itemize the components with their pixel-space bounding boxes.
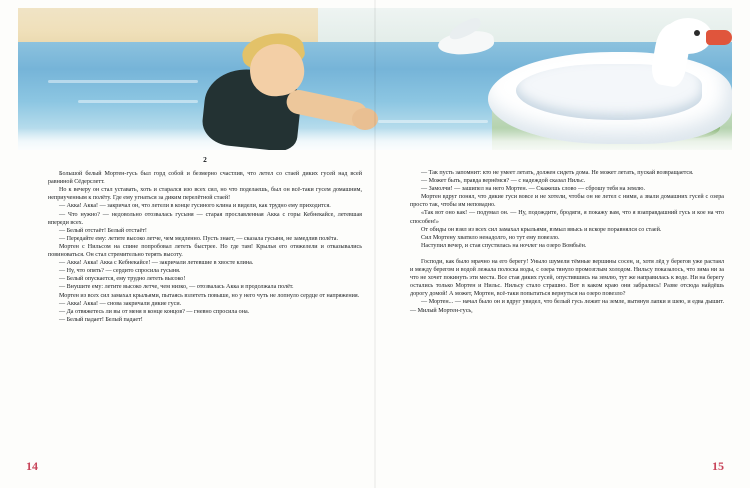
paragraph: — Замолчи! — зашипел на него Мортен. — Скажешь слово — сброшу тебя на землю. <box>421 186 646 193</box>
paragraph: Большой белый Мортен-гусь был горд собой и безмерно счастлив, что летел со стаей диких гусей над всей равниной Сёдерслетт. <box>48 171 362 186</box>
left-page-text <box>48 156 362 324</box>
chapter-number: 2 <box>203 155 207 164</box>
paragraph: — Акка! Акка! — закричал он, что летели в конце гусиного клина и видели, как трудно ему приходится. <box>59 203 331 210</box>
paragraph: Мортен из всех сил замахал крыльями, пытаясь взлететь повыше, но у него чуть не лопнуло сердце от напряжения. <box>59 292 360 299</box>
page-number-left: 14 <box>26 459 38 473</box>
paragraph: От обиды он взял из всех сил замахал крыльями, взмыл ввысь и вскоре поравнялся со стаей. <box>421 226 662 233</box>
paragraph: Сил Мортену хватило ненадолго, но тут ему повезло. <box>421 234 560 241</box>
paragraph: — Передайте ему: летите высоко летче, чем медленно. Пусть знает, — сказала гусыня, не замедлив полёта. <box>59 235 338 242</box>
paragraph: — Да отвяжетесь ли вы от меня в конце концов? — гневно спросила она. <box>59 308 250 315</box>
paragraph: — Так пусть запомнит: кто не умеет летать, должен сидеть дома. Не может летать, пускай возвращается. <box>421 170 694 176</box>
paragraph: Наступил вечер, и стая спустилась на ночлег на озеро Вомбьён. <box>421 242 587 249</box>
text-columns <box>0 156 750 442</box>
paragraph: Мортен вдруг понял, что дикие гуси вовсе и не хотели, чтобы он не летел с ними, а звали домашних гусей с озера просто так, чтобы им неповадно. <box>410 194 724 209</box>
paragraph: — Белый отстаёт! Белый отстаёт! <box>59 227 147 234</box>
paragraph: — Может быть, правда вернёмся? — с надеждой сказал Нильс. <box>421 178 586 185</box>
page-number-right: 15 <box>712 459 724 473</box>
paragraph: — Мортен... — начал было он и вдруг увидел, что белый гусь лежит на земле, вытянув лапки и шею, и едва дышит. — Милый Мортен-гусь, <box>410 299 724 314</box>
water-streak <box>48 80 198 83</box>
water-streak <box>378 120 488 123</box>
paragraph: — Ну, что опять? — сердито спросила гусыня. <box>59 268 181 275</box>
paragraph: — Акка! Акка! Акка с Кебнекайсе! — закричали летевшие в хвосте клина. <box>59 260 254 267</box>
paragraph: Но к вечеру он стал уставать, хоть и старался изо всех сил, но что поделаешь, был он всё-таки гусем домашним, неприученным к полёту. Где ему угнаться за диким перелётной стаей! <box>48 187 362 202</box>
paragraph: — Что нужно? — недовольно отозвалась гусыня — старая прославленная Акка с горы Кебнекайсе, летевшая впереди всех. <box>48 211 362 226</box>
paragraph: Господи, как было мрачно на его берегу! Уныло шумели тёмные вершины сосен, и, хотя лёд у берегов уже растаял и между берегом и водой лежала полоска воды, с озера тянуло промозглым холодом. Нильсу показалось, что зима ни за что не хочет покинуть эти места. Все стая диких гусей, опустившись на землю, тут же направилась к воде. Ни на берегу остались только Мортен и Нильс. Нильсу стало страшно. Вот в каком краю они забрались! Разве отсюда найдёшь дорогу домой! А может, Мортен, всё-таки попытаться вернуться на озеро повезло? <box>410 258 724 298</box>
paragraph: — Внушите ему: летите высоко летче, чем низко, — отозвалась Акка и продолжала полёт. <box>59 284 294 291</box>
paragraph: — Акка! Акка! — снова закричали дикие гуси. <box>59 300 182 307</box>
water-streak <box>78 100 198 103</box>
paragraph: Мортен с Нильсом на спине попробовал лететь быстрее. Но где там! Крылья его отяжелели и отказывались повиноваться. Он стал стремительно терять высоту. <box>48 243 362 259</box>
paragraph: «Так вот оно как! — подумал он. — Ну, подождите, бродяги, я покажу вам, что я взаправдашний гусь и кое на что способен!» <box>410 210 724 225</box>
paragraph: — Белый падает! Белый падает! <box>59 316 143 323</box>
white-goose-eye <box>694 30 700 36</box>
right-column-top-spacer <box>410 156 724 169</box>
paragraph: — Белый опускается, ему трудно лететь высоко! <box>59 276 186 283</box>
white-goose-head <box>664 18 712 54</box>
white-goose-beak <box>706 30 732 45</box>
right-page-text <box>410 156 724 315</box>
